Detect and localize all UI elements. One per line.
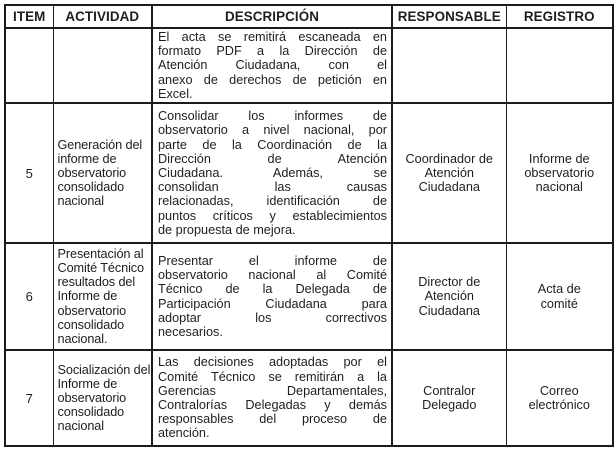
cell-descripcion: Consolidar los informes de observatorio a nivel nacional, por parte de la Coordinación de la Dirección de Atención Ciudadana. Además, se consolidan las causas relacionadas, identificación de puntos críticos y establecimientos de propuesta de mejora. [152, 103, 392, 243]
cell-actividad: Generación del informe de observatorio consolidado nacional [53, 103, 152, 243]
cell-item: 7 [5, 350, 53, 446]
table-row-continuation [5, 28, 613, 103]
cell-responsable: Coordinador de Atención Ciudadana [392, 103, 506, 243]
cell-registro: Acta de comité [506, 243, 613, 350]
cell-actividad: Socialización del Informe de observatorio consolidado nacional [53, 350, 152, 446]
cell-responsable: Director de Atención Ciudadana [392, 243, 506, 350]
col-header-descripcion: DESCRIPCIÓN [152, 5, 392, 28]
cell-item [5, 28, 53, 103]
cell-item: 5 [5, 103, 53, 243]
cell-responsable: Contralor Delegado [392, 350, 506, 446]
table-row-6 [5, 243, 613, 350]
procedure-table [4, 4, 614, 447]
header-row [5, 5, 613, 28]
col-header-item: ITEM [5, 5, 53, 28]
col-header-responsable: RESPONSABLE [392, 5, 506, 28]
cell-descripcion: El acta se remitirá escaneada en formato PDF a la Dirección de Atención Ciudadana, con el anexo de derechos de petición en Excel. [152, 28, 392, 103]
cell-actividad [53, 28, 152, 103]
col-header-actividad: ACTIVIDAD [53, 5, 152, 28]
cell-actividad: Presentación al Comité Técnico resultados del Informe de observatorio consolidado nacional. [53, 243, 152, 350]
table-header [5, 5, 613, 28]
cell-responsable [392, 28, 506, 103]
table-row-7 [5, 350, 613, 446]
table-row-5 [5, 103, 613, 243]
cell-item: 6 [5, 243, 53, 350]
col-header-registro: REGISTRO [506, 5, 613, 28]
cell-descripcion: Las decisiones adoptadas por el Comité Técnico se remitirán a la Gerencias Departamentales, Contralorías Delegadas y demás responsables del proceso de atención. [152, 350, 392, 446]
cell-descripcion: Presentar el informe de observatorio nacional al Comité Técnico de la Delegada de Participación Ciudadana para adoptar los correctivos necesarios. [152, 243, 392, 350]
cell-registro: Correo electrónico [506, 350, 613, 446]
cell-registro [506, 28, 613, 103]
cell-registro: Informe de observatorio nacional [506, 103, 613, 243]
